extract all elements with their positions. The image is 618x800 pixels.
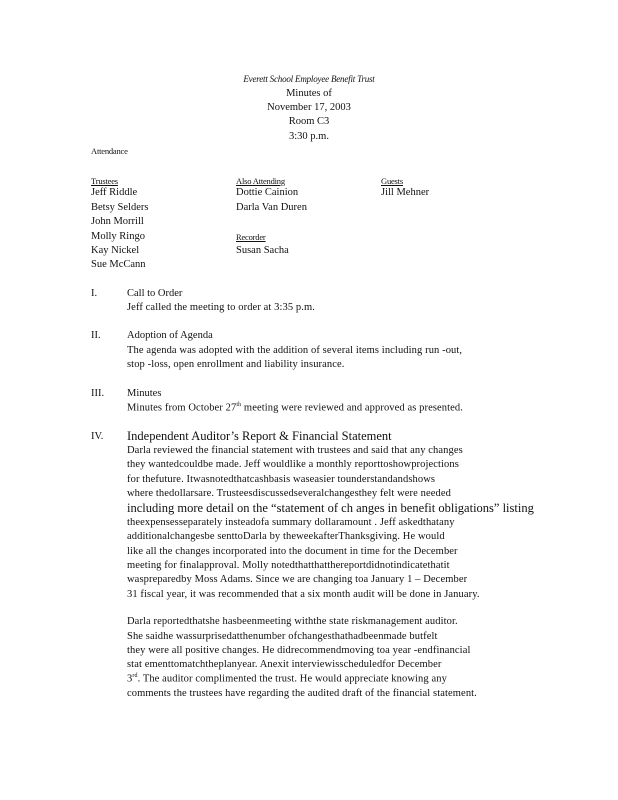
section-text-line: like all the changes incorporated into the document in time for the December <box>127 546 458 557</box>
section-number: III. <box>91 388 105 399</box>
trustee-name: Jeff Riddle <box>91 187 138 198</box>
minutes-of-line: Minutes of <box>286 88 332 99</box>
guests-heading: Guests <box>381 176 403 186</box>
meeting-date: November 17, 2003 <box>267 102 351 113</box>
recorder-name: Susan Sacha <box>236 245 289 256</box>
section-title: Call to Order <box>127 288 183 299</box>
section-text-line: waspreparedby Moss Adams. Since we are changing toa January 1 – December <box>127 574 468 585</box>
attendance-label: Attendance <box>91 146 128 156</box>
section-text-line: where thedollarsare. Trusteesdiscussedseveralchangesthey felt were needed <box>127 488 451 499</box>
guest-name: Jill Mehner <box>381 187 430 198</box>
recorder-heading: Recorder <box>236 232 266 242</box>
section-title: Minutes <box>127 388 162 399</box>
trustees-heading: Trustees <box>91 176 118 186</box>
section-number: IV. <box>91 431 104 442</box>
section-text-line: for thefuture. Itwasnotedthatcashbasis waseasier tounderstandandshows <box>127 474 436 485</box>
section-text-line: they were all positive changes. He didrecommendmoving toa year -endfinancial <box>127 645 471 656</box>
trustee-name: Betsy Selders <box>91 202 149 213</box>
section-text-line: 31 fiscal year, it was recommended that a six month audit will be done in January. <box>127 589 480 600</box>
section-text-line: comments the trustees have regarding the audited draft of the financial statement. <box>127 688 477 699</box>
section-text-line: meeting for finalapproval. Molly notedthatthatthereportdidnotindicatethatit <box>127 560 450 571</box>
trustee-name: Molly Ringo <box>91 231 145 242</box>
section-text-line: additionalchangesbe senttoDarla by theweekafterThanksgiving. He would <box>127 531 445 542</box>
section-number: II. <box>91 330 101 341</box>
attendee-name: Darla Van Duren <box>236 202 307 213</box>
also-attending-heading: Also Attending <box>236 176 285 186</box>
section-text-line: Jeff called the meeting to order at 3:35 p.m. <box>127 302 315 313</box>
section-text-line: Darla reviewed the financial statement with trustees and said that any changes <box>127 445 463 456</box>
section-text-line: The agenda was adopted with the addition of several items including run -out, <box>127 345 463 356</box>
section-text-line: including more detail on the “statement of ch anges in benefit obligations” listing <box>127 501 534 515</box>
meeting-time: 3:30 p.m. <box>289 131 329 142</box>
trustee-name: John Morrill <box>91 216 144 227</box>
section-text-line: they wantedcouldbe made. Jeff wouldlike a monthly reporttoshowprojections <box>127 459 459 470</box>
section-title: Independent Auditor’s Report & Financial Statement <box>127 429 392 443</box>
section-text-line: Darla reportedthatshe hasbeenmeeting withthe state riskmanagement auditor. <box>127 616 458 627</box>
trust-name-title: Everett School Employee Benefit Trust <box>243 74 375 84</box>
section-number: I. <box>91 288 98 299</box>
section-text-line: She saidhe wassurprisedatthenumber ofchangesthathadbeenmade butfelt <box>127 631 438 642</box>
trustee-name: Sue McCann <box>91 259 146 270</box>
section-text-line: 3rd. The auditor complimented the trust. He would appreciate knowing any <box>127 673 447 685</box>
section-text-line: stop -loss, open enrollment and liability insurance. <box>127 359 345 370</box>
meeting-room: Room C3 <box>288 116 330 127</box>
section-text-line: Minutes from October 27th meeting were reviewed and approved as presented. <box>127 402 464 414</box>
section-title: Adoption of Agenda <box>127 330 213 341</box>
section-text-line: stat ementtomatchtheplanyear. Anexit interviewisscheduledfor December <box>127 659 442 670</box>
section-text-line: theexpensesseparately insteadofa summary dollaramount . Jeff askedthatany <box>127 517 455 528</box>
trustee-name: Kay Nickel <box>91 245 140 256</box>
attendee-name: Dottie Cainion <box>236 187 299 198</box>
